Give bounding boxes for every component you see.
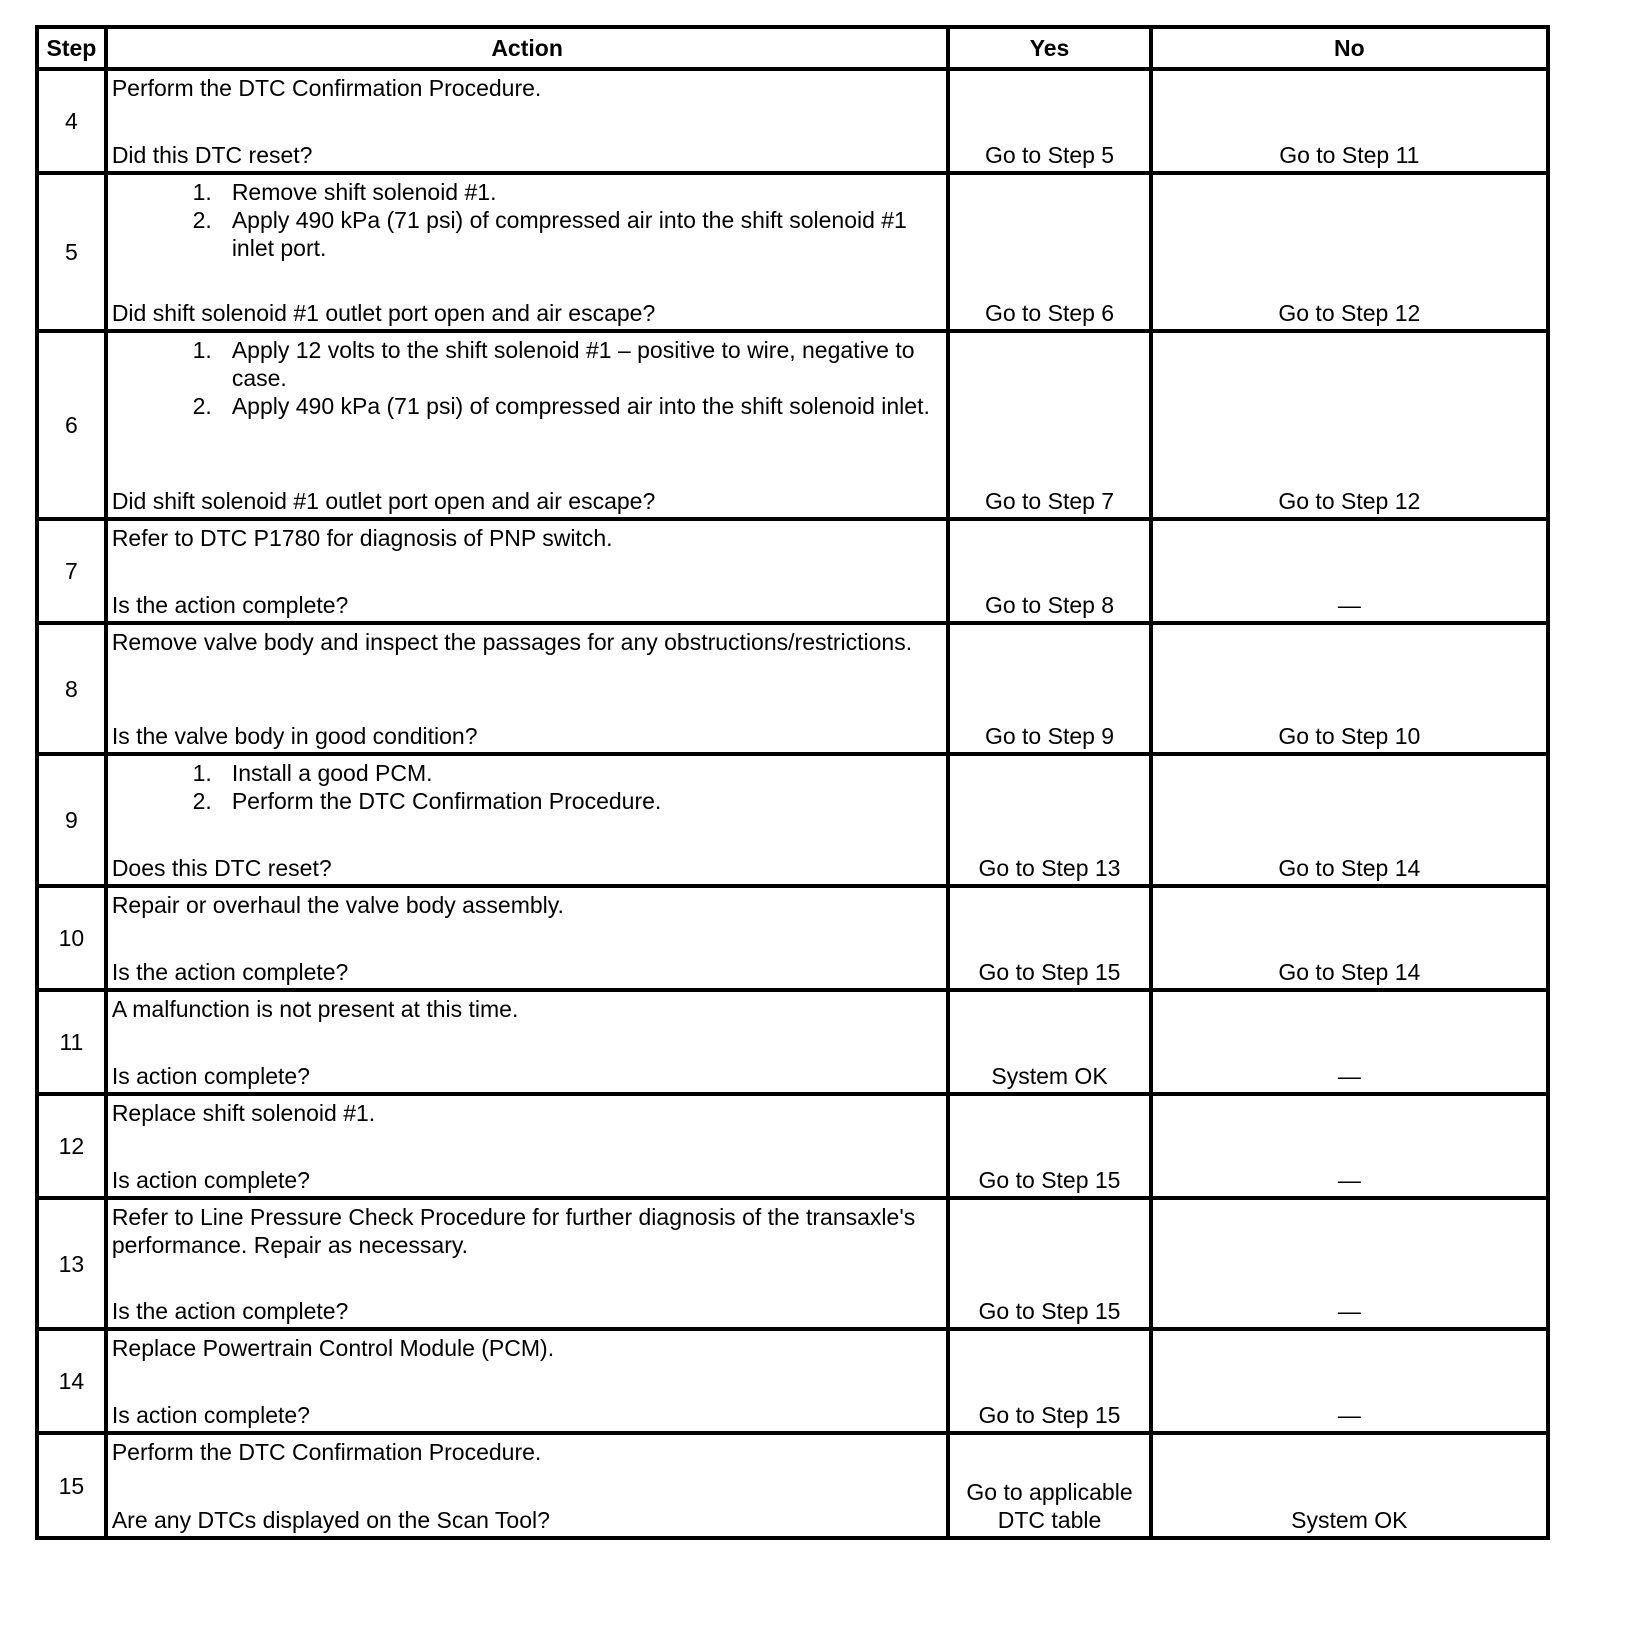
- action-cell: [106, 173, 949, 331]
- no-outcome-text: Go to Step 14: [1278, 855, 1421, 881]
- yes-outcome: [948, 754, 1150, 886]
- yes-outcome: [948, 990, 1150, 1094]
- no-outcome-text: Go to Step 12: [1278, 300, 1421, 326]
- yes-outcome-text: Go to Step 5: [984, 142, 1115, 168]
- action-instructions: [112, 1438, 943, 1466]
- no-outcome: [1151, 1094, 1548, 1198]
- action-instructions: [112, 524, 943, 552]
- action-question: Is action complete?: [111, 1063, 310, 1089]
- yes-outcome: [948, 623, 1150, 754]
- yes-outcome: [948, 1329, 1150, 1433]
- action-cell: [106, 623, 949, 754]
- no-outcome-text: Go to Step 14: [1278, 959, 1421, 985]
- list-item: 2. Apply 490 kPa (71 psi) of compressed air into the shift solenoid #1 inlet port.: [212, 206, 943, 262]
- step-number: 14: [37, 1329, 106, 1433]
- table-row: [37, 990, 1548, 1094]
- step-number: 5: [37, 173, 106, 331]
- action-instructions: [112, 336, 943, 420]
- no-outcome-text: —: [1337, 1063, 1361, 1089]
- action-steps-list: [112, 178, 943, 262]
- action-instructions: [112, 995, 943, 1023]
- table-row: [37, 69, 1548, 173]
- no-outcome-text: Go to Step 11: [1279, 142, 1420, 168]
- yes-outcome: [948, 173, 1150, 331]
- table-row: [37, 886, 1548, 990]
- step-number: 7: [37, 519, 106, 623]
- no-outcome-text: —: [1337, 1167, 1361, 1193]
- no-outcome-text: Go to Step 10: [1278, 723, 1421, 749]
- yes-outcome-text: Go to Step 15: [978, 1298, 1121, 1324]
- yes-outcome-text: Go to Step 7: [984, 488, 1115, 514]
- action-question: Is action complete?: [111, 1167, 310, 1193]
- list-item: 1. Apply 12 volts to the shift solenoid #1 – positive to wire, negative to case.: [212, 336, 943, 392]
- step-number: 8: [37, 623, 106, 754]
- table-header-row: [37, 27, 1548, 69]
- step-number: 9: [37, 754, 106, 886]
- yes-outcome: [948, 331, 1150, 519]
- action-cell: [106, 990, 949, 1094]
- no-outcome-text: —: [1337, 1298, 1361, 1324]
- step-number: 10: [37, 886, 106, 990]
- action-question: Are any DTCs displayed on the Scan Tool?: [111, 1507, 550, 1533]
- action-instructions: [112, 1334, 943, 1362]
- yes-outcome-text: Go to Step 6: [984, 300, 1115, 326]
- no-outcome-text: Go to Step 12: [1278, 488, 1421, 514]
- action-steps-list: [112, 336, 943, 420]
- no-outcome: [1151, 331, 1548, 519]
- action-instructions: [112, 1099, 943, 1127]
- action-cell: [106, 1198, 949, 1329]
- action-cell: [106, 1433, 949, 1538]
- step-number: 11: [37, 990, 106, 1094]
- action-text: A malfunction is not present at this time.: [111, 996, 519, 1022]
- action-question: Is the action complete?: [111, 592, 349, 618]
- no-outcome-text: System OK: [1291, 1507, 1408, 1533]
- yes-outcome-text: Go to Step 15: [978, 1167, 1121, 1193]
- action-question: Is action complete?: [111, 1402, 310, 1428]
- action-text: Replace Powertrain Control Module (PCM).: [111, 1335, 555, 1361]
- action-cell: [106, 69, 949, 173]
- table-body: [37, 69, 1548, 1538]
- action-cell: [106, 331, 949, 519]
- list-item: 1. Install a good PCM.: [212, 759, 943, 787]
- no-outcome: [1151, 1329, 1548, 1433]
- table-row: [37, 1094, 1548, 1198]
- yes-outcome-text: Go to Step 8: [984, 592, 1115, 618]
- step-number: 15: [37, 1433, 106, 1538]
- diagnostic-table: [35, 25, 1550, 1540]
- no-outcome-text: —: [1337, 592, 1361, 618]
- action-instructions: [112, 891, 943, 919]
- table-row: [37, 519, 1548, 623]
- yes-outcome: [948, 1433, 1150, 1538]
- no-outcome: [1151, 69, 1548, 173]
- table-row: [37, 1329, 1548, 1433]
- yes-outcome: [948, 519, 1150, 623]
- yes-outcome-text: System OK: [991, 1063, 1108, 1089]
- step-number: 6: [37, 331, 106, 519]
- yes-outcome: [948, 69, 1150, 173]
- action-question: Did shift solenoid #1 outlet port open and air escape?: [111, 488, 656, 514]
- action-question: Is the action complete?: [111, 1298, 349, 1324]
- step-number: 4: [37, 69, 106, 173]
- no-outcome-text: —: [1337, 1402, 1361, 1428]
- action-question: Is the valve body in good condition?: [111, 723, 478, 749]
- header-step: Step: [37, 27, 106, 69]
- yes-outcome-text: Go to Step 13: [978, 855, 1121, 881]
- no-outcome: [1151, 519, 1548, 623]
- action-text: Replace shift solenoid #1.: [111, 1100, 376, 1126]
- table-row: [37, 623, 1548, 754]
- table-row: [37, 1198, 1548, 1329]
- no-outcome: [1151, 623, 1548, 754]
- no-outcome: [1151, 173, 1548, 331]
- yes-outcome-text: Go to Step 9: [984, 723, 1115, 749]
- action-cell: [106, 886, 949, 990]
- step-number: 13: [37, 1198, 106, 1329]
- action-text: Repair or overhaul the valve body assembly.: [111, 892, 564, 918]
- no-outcome: [1151, 1433, 1548, 1538]
- action-text: Perform the DTC Confirmation Procedure.: [111, 1439, 542, 1465]
- step-number: 12: [37, 1094, 106, 1198]
- list-item: 2. Perform the DTC Confirmation Procedure.: [212, 787, 943, 815]
- table-row: [37, 331, 1548, 519]
- yes-outcome: [948, 1198, 1150, 1329]
- action-question: Did shift solenoid #1 outlet port open and air escape?: [111, 300, 656, 326]
- table-row: [37, 173, 1548, 331]
- list-item: 2. Apply 490 kPa (71 psi) of compressed air into the shift solenoid inlet.: [212, 392, 943, 420]
- action-text: Remove valve body and inspect the passages for any obstructions/restrictions.: [111, 629, 913, 655]
- yes-outcome-text: Go to Step 15: [978, 1402, 1121, 1428]
- yes-outcome: [948, 1094, 1150, 1198]
- action-cell: [106, 1094, 949, 1198]
- yes-outcome: [948, 886, 1150, 990]
- yes-outcome-text: Go to applicable DTC table: [966, 1479, 1133, 1533]
- no-outcome: [1151, 754, 1548, 886]
- action-instructions: [112, 759, 943, 815]
- action-steps-list: [112, 759, 943, 815]
- action-text: Refer to Line Pressure Check Procedure for further diagnosis of the transaxle's performance. Repair as necessary.: [111, 1204, 916, 1258]
- list-item: 1. Remove shift solenoid #1.: [212, 178, 943, 206]
- header-action: Action: [106, 27, 949, 69]
- action-question: Did this DTC reset?: [111, 142, 313, 168]
- no-outcome: [1151, 990, 1548, 1094]
- action-instructions: [112, 74, 943, 102]
- action-instructions: [112, 178, 943, 262]
- action-question: Is the action complete?: [111, 959, 349, 985]
- header-no: No: [1151, 27, 1548, 69]
- action-instructions: [112, 1203, 943, 1259]
- header-yes: Yes: [948, 27, 1150, 69]
- action-text: Perform the DTC Confirmation Procedure.: [111, 75, 542, 101]
- no-outcome: [1151, 1198, 1548, 1329]
- action-cell: [106, 1329, 949, 1433]
- table-row: [37, 754, 1548, 886]
- action-instructions: [112, 628, 943, 656]
- yes-outcome-text: Go to Step 15: [978, 959, 1121, 985]
- no-outcome: [1151, 886, 1548, 990]
- table-row: [37, 1433, 1548, 1538]
- action-text: Refer to DTC P1780 for diagnosis of PNP switch.: [111, 525, 613, 551]
- action-cell: [106, 754, 949, 886]
- action-question: Does this DTC reset?: [111, 855, 332, 881]
- action-cell: [106, 519, 949, 623]
